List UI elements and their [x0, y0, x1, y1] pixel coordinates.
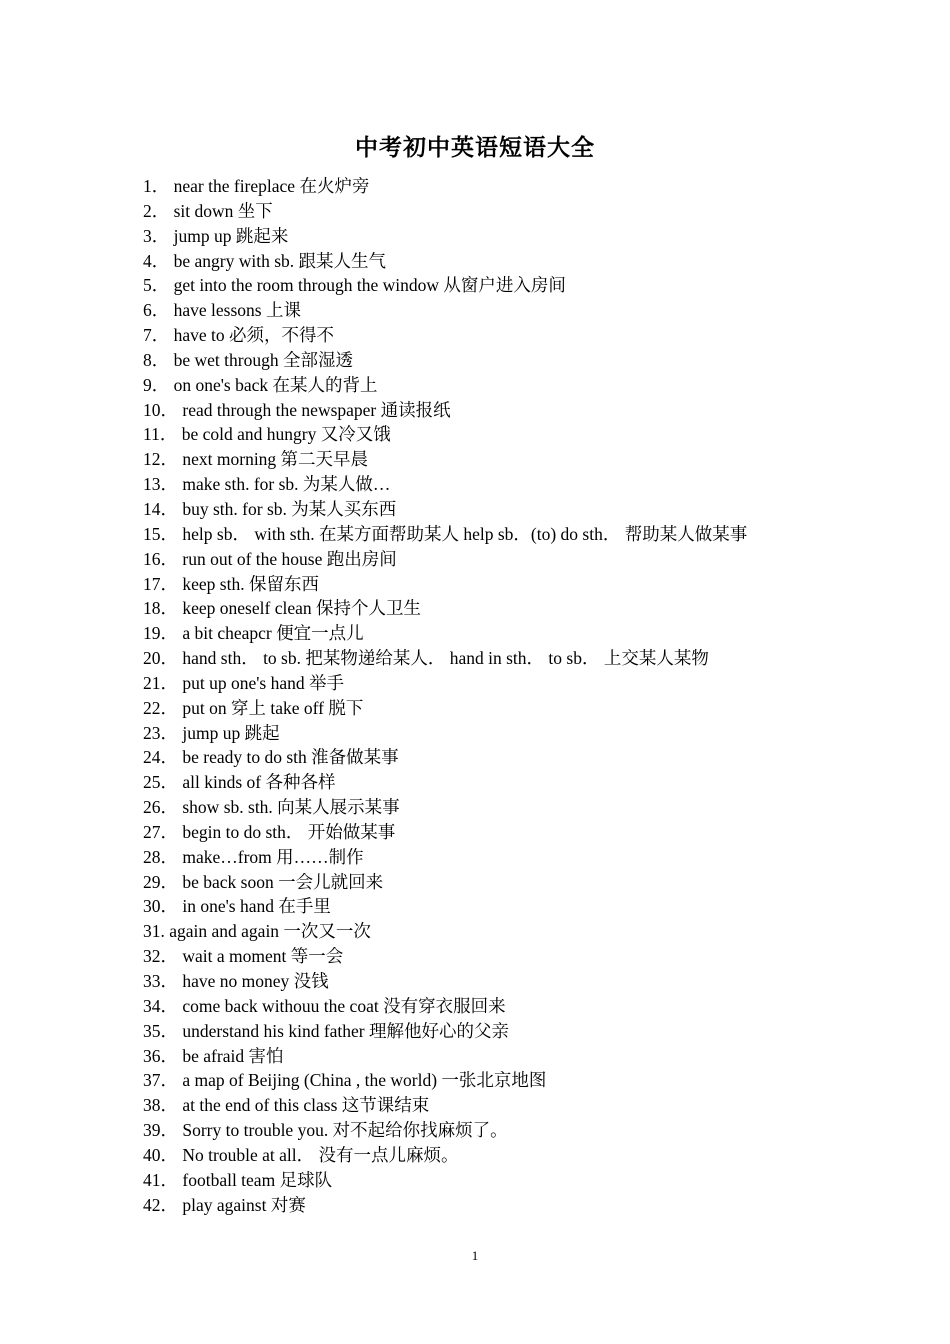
phrase-item: 30． in one's hand 在手里: [143, 896, 331, 917]
phrase-item: 24． be ready to do sth 淮备做某事: [143, 747, 399, 768]
page-number: 1: [471, 1248, 479, 1263]
phrase-item: 10． read through the newspaper 通读报纸: [143, 399, 451, 420]
phrase-item: 6． have lessons 上课: [143, 300, 301, 321]
phrase-item: 14． buy sth. for sb. 为某人买东西: [143, 498, 397, 519]
phrase-item: 8． be wet through 全部湿透: [143, 349, 353, 370]
phrase-item: 2． sit down 坐下: [143, 200, 273, 221]
phrase-item: 7． have to 必须，不得不: [143, 325, 335, 346]
phrase-item: 12． next morning 第二天早晨: [143, 449, 369, 470]
phrase-item: 34． come back withouu the coat 没有穿衣服回来: [143, 995, 506, 1016]
phrase-item: 42． play against 对赛: [143, 1194, 306, 1215]
phrase-item: 26． show sb. sth. 向某人展示某事: [143, 797, 400, 818]
phrase-item: 17． keep sth. 保留东西: [143, 573, 319, 594]
phrase-item: 29． be back soon 一会儿就回来: [143, 871, 384, 892]
phrase-item: 41． football team 足球队: [143, 1169, 333, 1190]
phrase-item: 20． hand sth． to sb. 把某物递给某人． hand in sth． to sb． 上交某人某物: [143, 648, 709, 669]
phrase-item: 3． jump up 跳起来: [143, 225, 289, 246]
phrase-item: 33． have no money 没钱: [143, 971, 329, 991]
phrase-item: 38． at the end of this class 这节课结束: [143, 1095, 430, 1116]
phrase-item: 32． wait a moment 等一会: [143, 946, 344, 967]
phrase-item: 9． on one's back 在某人的背上: [143, 374, 378, 395]
phrase-item: 4． be angry with sb. 跟某人生气: [143, 250, 387, 271]
phrase-item: 16． run out of the house 跑出房间: [143, 548, 397, 569]
phrase-item: 11． be cold and hungry 又冷又饿: [143, 424, 391, 445]
phrase-item: 31. again and again 一次又一次: [143, 921, 371, 942]
phrase-item: 23． jump up 跳起: [143, 722, 280, 743]
phrase-item: 21． put up one's hand 举手: [143, 672, 344, 693]
phrase-item: 27． begin to do sth． 开始做某事: [143, 821, 396, 842]
phrase-item: 19． a bit cheapcr 便宜一点儿: [143, 623, 364, 644]
phrase-item: 36． be afraid 害怕: [143, 1045, 284, 1066]
phrase-item: 13． make sth. for sb. 为某人做…: [143, 474, 391, 495]
phrase-item: 35． understand his kind father 理解他好心的父亲: [143, 1020, 509, 1041]
phrase-item: 22． put on 穿上 take off 脱下: [143, 697, 364, 718]
phrase-item: 1． near the fireplace 在火炉旁: [143, 176, 370, 196]
phrase-item: 28． make…from 用……制作: [143, 846, 364, 867]
phrase-item: 15． help sb． with sth. 在某方面帮助某人 help sb．(to) do sth． 帮助某人做某事: [143, 523, 748, 544]
phrase-item: 37． a map of Beijing (China , the world) 一张北京地图: [143, 1070, 547, 1091]
phrase-item: 39． Sorry to trouble you. 对不起给你找麻烦了。: [143, 1120, 508, 1141]
phrase-item: 18． keep oneself clean 保持个人卫生: [143, 598, 421, 619]
phrase-item: 40． No trouble at all． 没有一点儿麻烦。: [143, 1144, 459, 1165]
phrase-item: 25． all kinds of 各种各样: [143, 772, 336, 793]
phrase-item: 5． get into the room through the window 从窗户进入房间: [143, 275, 566, 296]
document-title: 中考初中英语短语大全: [355, 135, 595, 160]
phrase-list: [143, 174, 863, 1217]
